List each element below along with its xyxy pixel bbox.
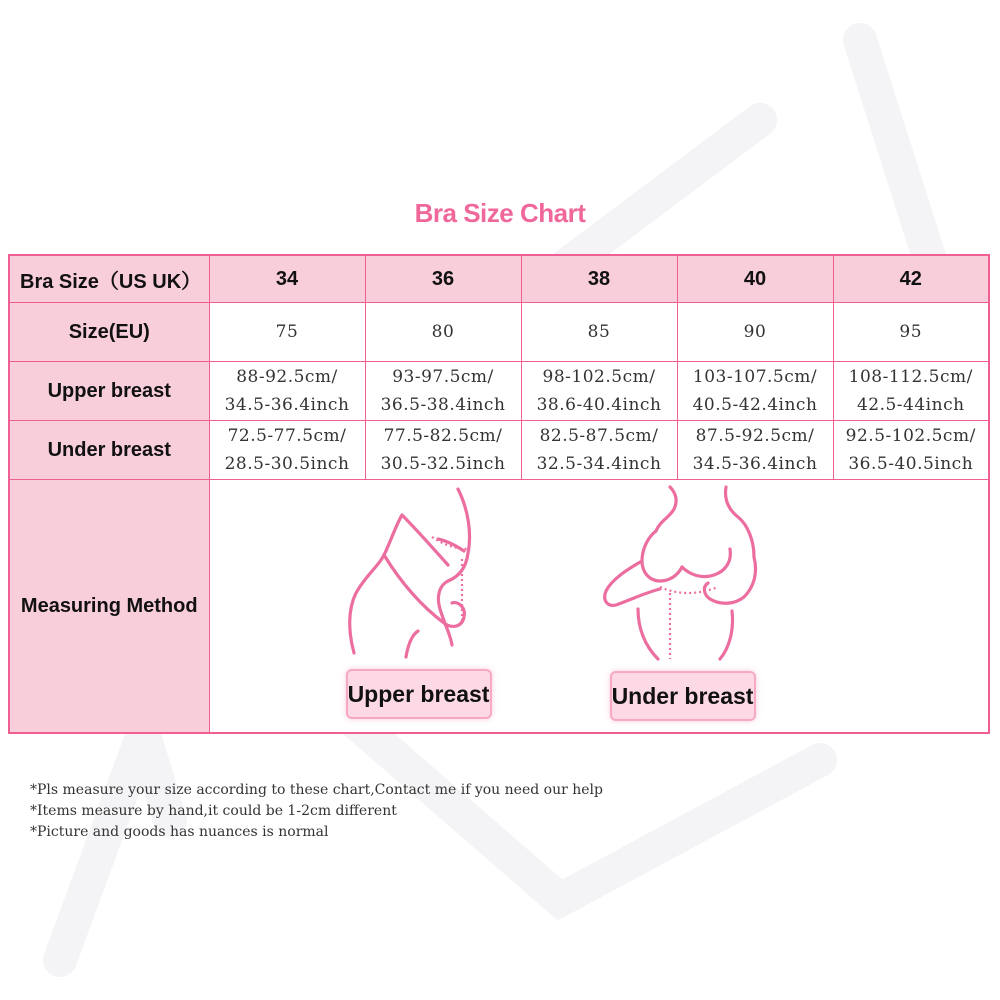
inch-range: 36.5-40.5inch <box>848 454 974 474</box>
header-size-40: 40 <box>677 255 833 303</box>
cm-range: 77.5-82.5cm/ <box>383 426 503 446</box>
cm-range: 103-107.5cm/ <box>692 367 818 387</box>
cm-range: 72.5-77.5cm/ <box>227 426 347 446</box>
inch-range: 34.5-36.4inch <box>692 454 818 474</box>
note-line: *Items measure by hand,it could be 1-2cm different <box>30 803 397 819</box>
inch-range: 32.5-34.4inch <box>536 454 662 474</box>
eu-size-row <box>9 303 989 362</box>
eu-size-value: 80 <box>365 303 521 362</box>
inch-range: 34.5-36.4inch <box>224 395 350 415</box>
upper-breast-value <box>677 362 833 421</box>
note-line: *Pls measure your size according to these chart,Contact me if you need our help <box>30 782 603 798</box>
measuring-method-row <box>9 480 989 734</box>
header-label: Bra Size（US UK） <box>9 255 209 303</box>
inch-range: 42.5-44inch <box>856 395 965 415</box>
upper-breast-label: Upper breast <box>9 362 209 421</box>
eu-size-value: 95 <box>833 303 989 362</box>
measuring-method-label: Measuring Method <box>9 480 209 734</box>
inch-range: 40.5-42.4inch <box>692 395 818 415</box>
measuring-method-illustration <box>209 480 989 734</box>
header-size-42: 42 <box>833 255 989 303</box>
under-breast-label: Under breast <box>9 421 209 480</box>
under-breast-value <box>365 421 521 480</box>
under-breast-caption: Under breast <box>610 671 756 721</box>
header-row <box>9 255 989 303</box>
upper-breast-value <box>365 362 521 421</box>
header-size-34: 34 <box>209 255 365 303</box>
size-chart-table <box>8 254 990 734</box>
cm-range: 88-92.5cm/ <box>236 367 338 387</box>
upper-breast-value <box>209 362 365 421</box>
under-breast-value <box>209 421 365 480</box>
eu-size-value: 75 <box>209 303 365 362</box>
cm-range: 93-97.5cm/ <box>392 367 494 387</box>
upper-breast-caption: Upper breast <box>346 669 492 719</box>
under-breast-value <box>521 421 677 480</box>
cm-range: 87.5-92.5cm/ <box>695 426 815 446</box>
cm-range: 82.5-87.5cm/ <box>539 426 659 446</box>
note-line: *Picture and goods has nuances is normal <box>30 824 329 840</box>
cm-range: 98-102.5cm/ <box>542 367 656 387</box>
eu-size-value: 85 <box>521 303 677 362</box>
inch-range: 28.5-30.5inch <box>224 454 350 474</box>
upper-breast-value <box>521 362 677 421</box>
under-breast-measure-figure-icon <box>598 483 768 663</box>
upper-breast-row <box>9 362 989 421</box>
page-title: Bra Size Chart <box>414 198 586 228</box>
header-size-36: 36 <box>365 255 521 303</box>
upper-breast-measure-figure-icon <box>340 485 500 661</box>
eu-size-label: Size(EU) <box>9 303 209 362</box>
upper-breast-value <box>833 362 989 421</box>
under-breast-value <box>833 421 989 480</box>
inch-range: 30.5-32.5inch <box>380 454 506 474</box>
under-breast-row <box>9 421 989 480</box>
under-breast-value <box>677 421 833 480</box>
inch-range: 38.6-40.4inch <box>536 395 662 415</box>
notes <box>30 780 603 843</box>
cm-range: 108-112.5cm/ <box>848 367 973 387</box>
header-size-38: 38 <box>521 255 677 303</box>
cm-range: 92.5-102.5cm/ <box>845 426 976 446</box>
eu-size-value: 90 <box>677 303 833 362</box>
inch-range: 36.5-38.4inch <box>380 395 506 415</box>
